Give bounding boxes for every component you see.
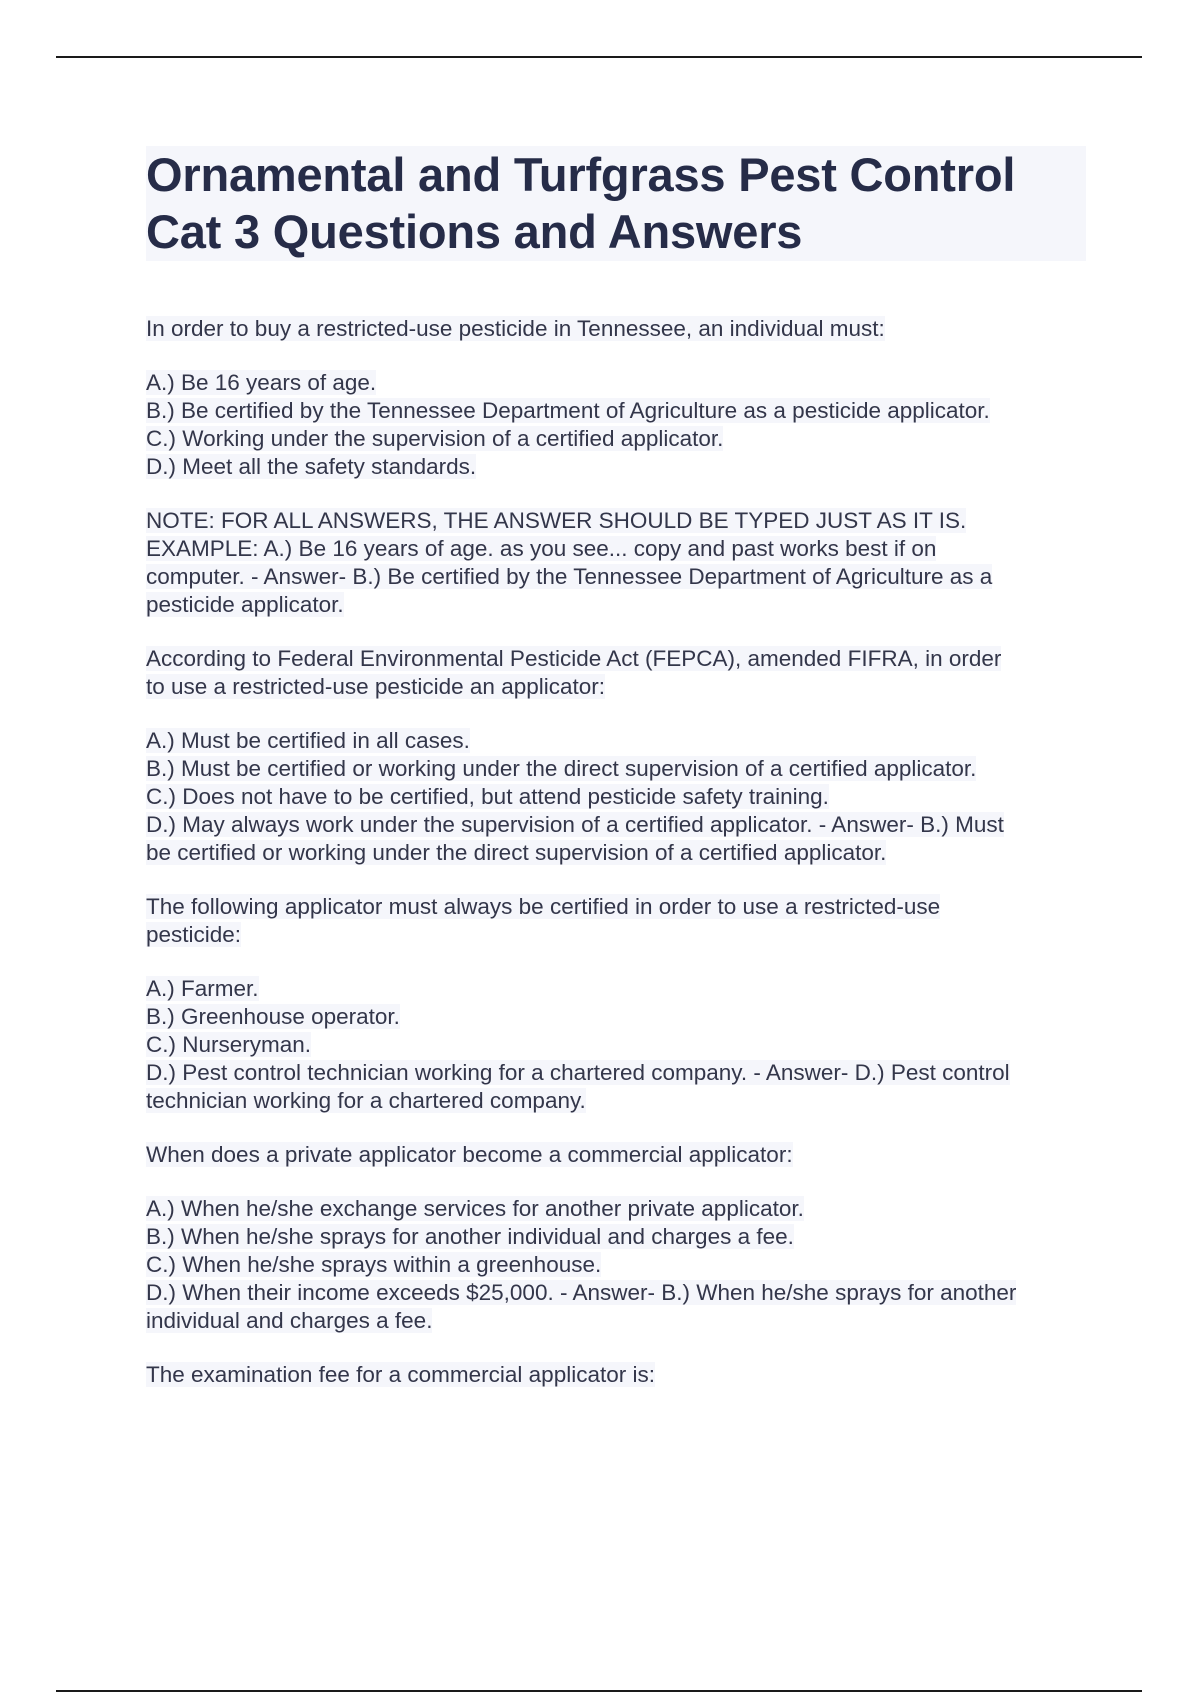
paragraph xyxy=(146,893,1086,949)
paragraph-line: When does a private applicator become a commercial applicator: xyxy=(146,1142,793,1167)
paragraph xyxy=(146,507,1086,619)
qa-content xyxy=(146,315,1086,1389)
paragraph-line: According to Federal Environmental Pesticide Act (FEPCA), amended FIFRA, in order xyxy=(146,646,1002,671)
paragraph-line: B.) When he/she sprays for another individual and charges a fee. xyxy=(146,1224,794,1249)
paragraph-line: be certified or working under the direct supervision of a certified applicator. xyxy=(146,840,887,865)
paragraph-line: B.) Greenhouse operator. xyxy=(146,1004,400,1029)
paragraph-line: A.) Must be certified in all cases. xyxy=(146,728,470,753)
paragraph-line: A.) When he/she exchange services for another private applicator. xyxy=(146,1196,804,1221)
paragraph-line: In order to buy a restricted-use pesticide in Tennessee, an individual must: xyxy=(146,316,885,341)
paragraph-line: B.) Be certified by the Tennessee Department of Agriculture as a pesticide applicator. xyxy=(146,398,990,423)
paragraph xyxy=(146,1141,1086,1169)
bottom-rule xyxy=(56,1690,1142,1692)
document-body xyxy=(146,146,1086,1389)
paragraph-line: C.) Does not have to be certified, but attend pesticide safety training. xyxy=(146,784,829,809)
paragraph xyxy=(146,645,1086,701)
document-title xyxy=(146,146,1086,261)
paragraph xyxy=(146,1195,1086,1335)
paragraph-line: pesticide: xyxy=(146,922,242,947)
paragraph-line: The following applicator must always be certified in order to use a restricted-use xyxy=(146,894,941,919)
paragraph-line: C.) Nurseryman. xyxy=(146,1032,312,1057)
paragraph-line: pesticide applicator. xyxy=(146,592,344,617)
paragraph-line: D.) Pest control technician working for a chartered company. - Answer- D.) Pest control xyxy=(146,1060,1010,1085)
paragraph xyxy=(146,1361,1086,1389)
paragraph xyxy=(146,315,1086,343)
paragraph-line: EXAMPLE: A.) Be 16 years of age. as you see... copy and past works best if on xyxy=(146,536,937,561)
paragraph-line: D.) May always work under the supervision of a certified applicator. - Answer- B.) Must xyxy=(146,812,1004,837)
paragraph-line: B.) Must be certified or working under the direct supervision of a certified applicator. xyxy=(146,756,977,781)
paragraph-line: C.) When he/she sprays within a greenhouse. xyxy=(146,1252,602,1277)
paragraph-line: The examination fee for a commercial applicator is: xyxy=(146,1362,655,1387)
paragraph-line: NOTE: FOR ALL ANSWERS, THE ANSWER SHOULD BE TYPED JUST AS IT IS. xyxy=(146,508,967,533)
paragraph-line: individual and charges a fee. xyxy=(146,1308,433,1333)
top-rule xyxy=(56,56,1142,58)
paragraph-line: to use a restricted-use pesticide an applicator: xyxy=(146,674,605,699)
paragraph-line: A.) Be 16 years of age. xyxy=(146,370,377,395)
paragraph-line: D.) When their income exceeds $25,000. - Answer- B.) When he/she sprays for another xyxy=(146,1280,1017,1305)
paragraph-line: computer. - Answer- B.) Be certified by the Tennessee Department of Agriculture as a xyxy=(146,564,993,589)
paragraph xyxy=(146,727,1086,867)
paragraph-line: C.) Working under the supervision of a certified applicator. xyxy=(146,426,724,451)
paragraph-line: A.) Farmer. xyxy=(146,976,259,1001)
title-line-2: Cat 3 Questions and Answers xyxy=(146,205,803,258)
paragraph xyxy=(146,369,1086,481)
paragraph-line: technician working for a chartered company. xyxy=(146,1088,586,1113)
paragraph xyxy=(146,975,1086,1115)
title-line-1: Ornamental and Turfgrass Pest Control xyxy=(146,148,1016,201)
paragraph-line: D.) Meet all the safety standards. xyxy=(146,454,477,479)
